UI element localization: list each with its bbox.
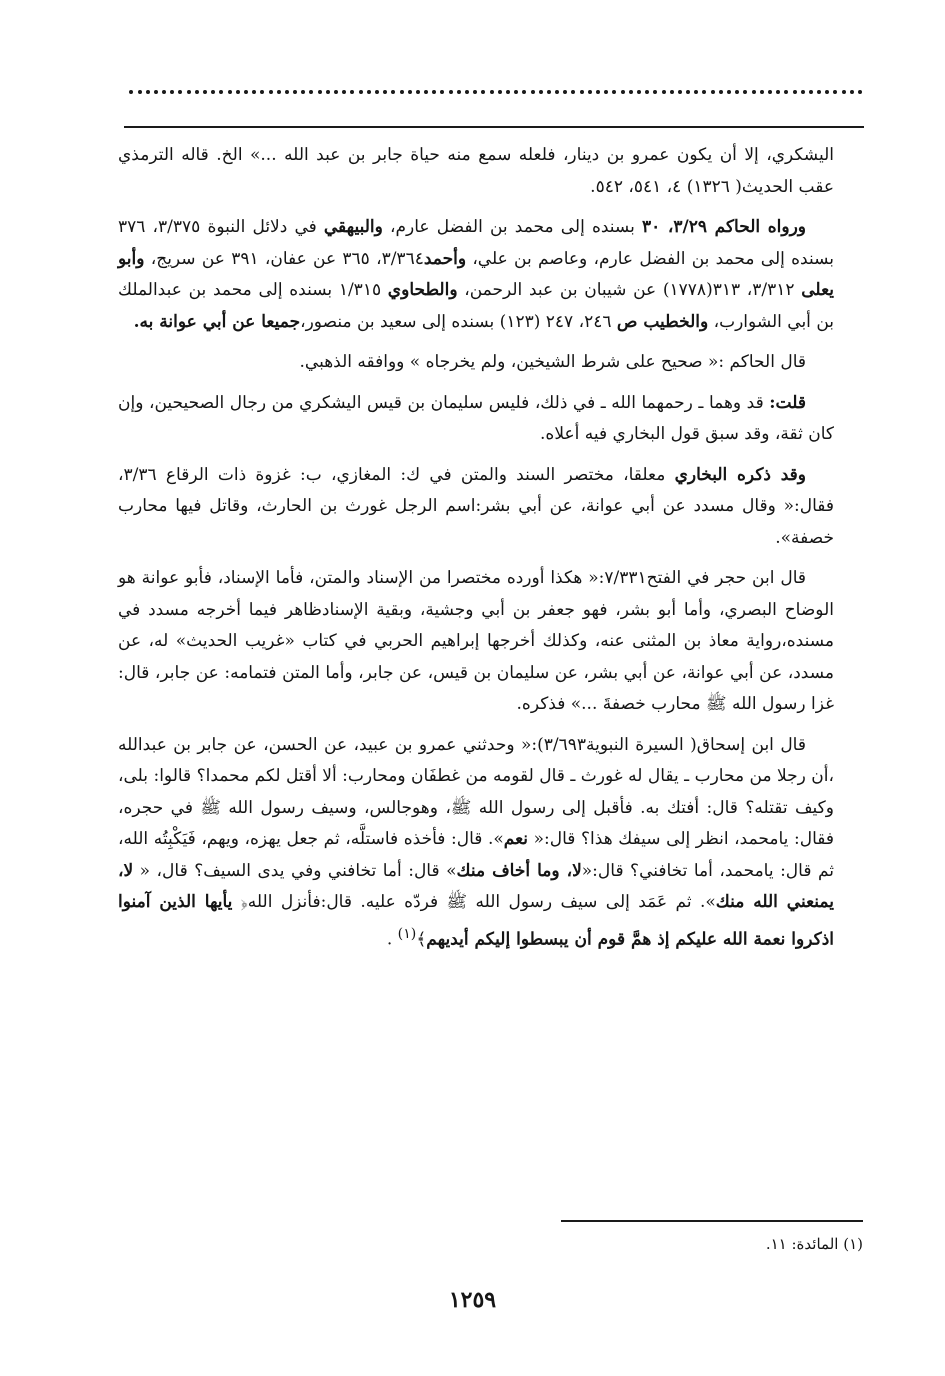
page-number: ١٢٥٩ [448, 1287, 497, 1313]
paragraph [118, 730, 834, 956]
paragraph-text: . [386, 929, 398, 950]
paragraph [118, 563, 834, 721]
bold-source: والطحاوي [387, 280, 458, 300]
footnote-rule [561, 1220, 863, 1222]
paragraph-text: ١/٣١٥ بسنده إلى محمد بن عبدالملك بن أبي الشوارب، [118, 280, 834, 332]
bold-source: والبيهقي [323, 217, 383, 237]
paragraph-text: بسنده إلى محمد بن الفضل عارم، [382, 217, 642, 237]
paragraph-text: قال الحاكم :« صحيح على شرط الشيخين، ولم يخرجاه » ووافقه الذهبي. [299, 352, 806, 372]
quran-verse: يأيها الذين آمنوا اذكروا نعمة الله عليكم إذ همَّ قوم أن يبسطوا إليكم أيديهم [118, 892, 834, 950]
paragraph-text: ». ثم عَمَد إلى سيف رسول الله ﷺ فردّه عليه. قال:فأنزل الله﴿ [232, 892, 716, 912]
paragraph-text: ٢٤٦، ٢٤٧ (١٢٣) بسنده إلى سعيد بن منصور، [300, 311, 617, 332]
paragraph-text: قال ابن حجر في الفتح٧/٣٣١:« هكذا أورده مختصرا من الإسناد والمتن، فأما الإسناد، فأبو عوانة هو الوضاح البصري، وأما أبو بشر، فهو جعفر بن أبي وجشية، وبقية الإسنادظاهر فيما أخرجه مسدد في مسنده،رواية معاذ بن المثنى عنه، وكذلك أخرجها إبراهيم الحربي في كتاب «غريب الحديث» له، عن مسدد، عن أبي عوانة، عن أبي بشر، عن سليمان بن قيس، عن جابر، وأما المتن فتمامه: عن جابر، قال: غزا رسول الله ﷺ محارب خصفةَ ...» فذكره. [118, 568, 834, 714]
paragraph-text: قال ابن إسحاق( السيرة النبوية٣/٦٩٣):« وحدثني عمرو بن عبيد، عن الحسن، عن جابر بن عبدالله ،أن رجلا من محارب ـ يقال له غورث ـ قال لقومه من غطفَان ومحارب: ألا أقتل لكم محمدا؟ قالوا: بلى، وكيف تقتله؟ قال: أفتك به. فأقبل إلى رسول الله ﷺ، وهوجالس، وسيف رسول الله ﷺ في حجره، فقال: يامحمد، انظر إلى سيفك هذا؟ قال:« [118, 734, 834, 849]
paragraph [118, 212, 834, 338]
bold-quote: لا، يمنعني الله منك [118, 860, 834, 912]
header-rule [124, 126, 864, 128]
bold-quote: لا، وما أخاف منك [456, 860, 582, 881]
paragraph-text: قد وهما ـ رحمهما الله ـ في ذلك، فليس سليمان بن قيس اليشكري من رجال الصحيحين، وإن كان ثقة، وقد سبق قول البخاري فيه أعلاه. [118, 392, 834, 444]
bold-source: والخطيب ص [616, 311, 709, 332]
paragraph-text: ». قال: فأخذه فاستلَّه، ثم جعل يهزه، ويهم، فَيَكْبِتُه الله، ثم قال: يامحمد، أما تخافني؟ قال:« [118, 829, 834, 881]
paragraph-text: ٣/٣١٢، ٣١٣(١٧٧٨) عن شيبان بن عبد الرحمن، [457, 280, 802, 300]
main-text [118, 140, 834, 965]
paragraph-text: » قال: أما تخافني وفي يدى السيف؟ قال، « [133, 860, 457, 881]
paragraph [118, 347, 834, 379]
bold-source: وأبو يعلى [118, 248, 834, 300]
footnote-marker: (١) [397, 925, 417, 942]
paragraph [118, 140, 834, 203]
paragraph-lead: قلت: [769, 392, 806, 413]
paragraph-text: في دلائل النبوة ٣/٣٧٥، ٣٧٦ بسنده إلى محمد بن الفضل عارم، وعاصم بن علي، [118, 217, 834, 269]
paragraph [118, 388, 834, 451]
paragraph-lead: ورواه الحاكم ٣/٢٩، ٣٠ [641, 217, 807, 237]
paragraph [118, 460, 834, 555]
footnote: (١) المائدة: ١١. [765, 1235, 863, 1253]
bold-source: جميعا عن أبي عوانة به. [133, 311, 301, 332]
bold-quote: نعم [503, 829, 529, 849]
paragraph-text: ٣/٣٦٤، ٣٦٥ عن عفان، ٣٩١ عن سريج، [144, 248, 424, 269]
paragraph-text: ﴾ [416, 929, 427, 950]
bold-source: وأحمد [423, 248, 467, 269]
paragraph-lead: وقد ذكره البخاري [674, 464, 806, 485]
dotted-separator [128, 86, 862, 98]
paragraph-text: معلقا، مختصر السند والمتن في ك: المغازي، ب: غزوة ذات الرقاع ٣/٣٦، فقال:« وقال مسدد عن أبي عوانة، عن أبي بشر:اسم الرجل غورث بن الحارث، وقاتل فيها محارب خصفة». [118, 464, 834, 548]
paragraph-text: اليشكري، إلا أن يكون عمرو بن دينار، فلعله سمع منه حياة جابر بن عبد الله ...» الخ. قاله الترمذي عقب الحديث( ١٣٢٦) ٤، ٥٤١، ٥٤٢. [118, 145, 834, 197]
